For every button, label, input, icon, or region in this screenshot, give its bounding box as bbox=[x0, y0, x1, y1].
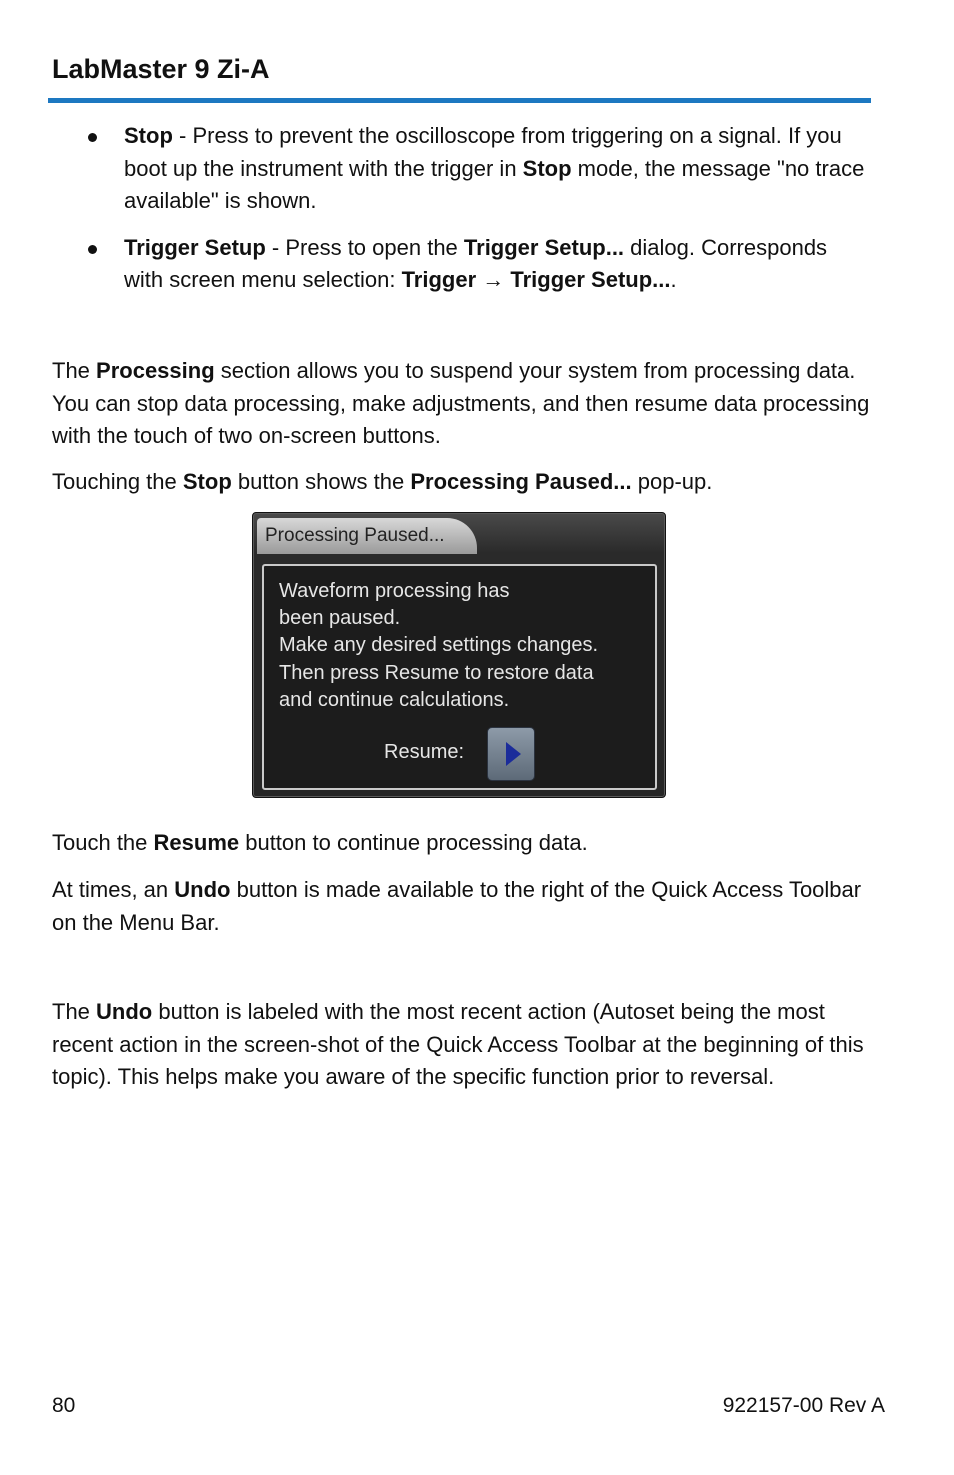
bullet-text: dialog. Corresponds with screen menu selection: bbox=[124, 234, 828, 292]
bold-text: Undo bbox=[174, 877, 231, 902]
stop-paragraph bbox=[52, 466, 872, 499]
bullet-bold: Stop bbox=[522, 155, 572, 181]
resume-label: Resume: bbox=[384, 741, 465, 763]
dialog-body bbox=[262, 564, 657, 790]
bullet-term: Trigger Setup bbox=[124, 234, 266, 260]
undo-paragraph bbox=[52, 874, 872, 939]
bullet-bold: Trigger → Trigger Setup... bbox=[401, 267, 671, 292]
text: The bbox=[52, 999, 97, 1024]
page-title: LabMaster 9 Zi-A bbox=[52, 54, 270, 84]
text: The bbox=[52, 358, 97, 383]
dialog-message: Waveform processing has been paused. Make any desired settings changes. Then press Resume to restore data and continue calculations. bbox=[279, 580, 599, 711]
processing-paragraph bbox=[52, 355, 872, 453]
text: At times, an bbox=[52, 877, 175, 902]
text: Touch the bbox=[52, 830, 154, 855]
bold-text: Stop bbox=[182, 469, 232, 494]
bullet-stop bbox=[124, 120, 872, 218]
resume-paragraph bbox=[52, 827, 872, 860]
text: section allows you to suspend your system from processing data. You can stop data processing, make adjustments, and then resume data processing with the touch of two on-screen buttons. bbox=[52, 358, 870, 448]
text: Touching the bbox=[52, 469, 183, 494]
bullet-term: Stop bbox=[124, 123, 173, 148]
text: button is made available to the right of the Quick Access Toolbar on the Menu Bar. bbox=[52, 877, 862, 935]
play-arrow-icon bbox=[506, 742, 521, 766]
bullet-list bbox=[0, 120, 954, 311]
document-id: 922157-00 Rev A bbox=[722, 1394, 885, 1417]
bullet-text: - Press to prevent the oscilloscope from triggering on a signal. If you boot up the instrument with the trigger in bbox=[124, 123, 842, 181]
text: button shows the bbox=[231, 469, 411, 494]
bullet-text: - Press to open the bbox=[265, 234, 464, 260]
bullet-dot bbox=[88, 133, 97, 142]
text: button to continue processing data. bbox=[239, 830, 588, 855]
bullet-bold: Trigger Setup... bbox=[463, 234, 625, 260]
bullet-text: mode, the message "no trace available" is shown. bbox=[124, 155, 865, 213]
bullet-text: . bbox=[670, 267, 677, 292]
undo-label-paragraph bbox=[52, 996, 872, 1094]
bold-text: Processing bbox=[96, 358, 215, 383]
bold-text: Processing Paused... bbox=[410, 469, 632, 494]
resume-button[interactable] bbox=[487, 727, 535, 781]
text: pop-up. bbox=[631, 469, 713, 494]
dialog-title-tab: Processing Paused... bbox=[257, 518, 477, 554]
title-rule bbox=[48, 98, 871, 103]
processing-paused-dialog bbox=[252, 512, 666, 798]
bold-text: Resume bbox=[153, 830, 240, 855]
bold-text: Undo bbox=[96, 999, 153, 1024]
text: button is labeled with the most recent action (Autoset being the most recent action in the screen-shot of the Quick Access Toolbar at the beginning of this topic). This helps make you aware of the specific function prior to reversal. bbox=[52, 999, 864, 1089]
bullet-trigger-setup bbox=[124, 232, 872, 297]
page-number: 80 bbox=[52, 1394, 76, 1417]
bullet-dot bbox=[88, 245, 97, 254]
